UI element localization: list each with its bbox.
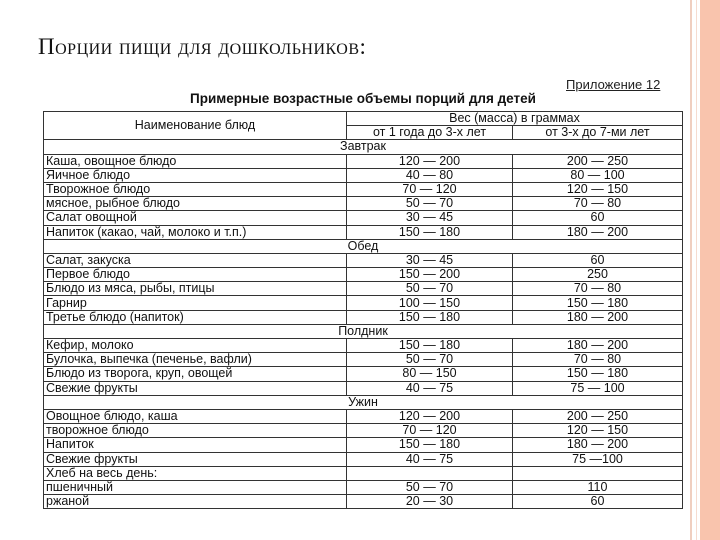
dish-cell: Яичное блюдо (44, 168, 347, 182)
dish-cell: ржаной (44, 495, 347, 509)
age-1-3-cell: 100 — 150 (347, 296, 513, 310)
age-3-7-cell: 75 —100 (513, 452, 683, 466)
age-3-7-cell: 180 — 200 (513, 225, 683, 239)
table-row (44, 381, 683, 395)
age-1-3-cell: 20 — 30 (347, 495, 513, 509)
age-3-7-cell: 200 — 250 (513, 154, 683, 168)
age-1-3-cell: 40 — 75 (347, 452, 513, 466)
table-row (44, 409, 683, 423)
slide-title: Порции пищи для дошкольников: (38, 34, 367, 59)
age-1-3-cell: 50 — 70 (347, 282, 513, 296)
table-row (44, 182, 683, 196)
age-3-7-cell (513, 466, 683, 480)
table-row (44, 296, 683, 310)
age-1-3-cell: 150 — 180 (347, 225, 513, 239)
age-1-3-cell: 30 — 45 (347, 211, 513, 225)
dish-cell: Овощное блюдо, каша (44, 409, 347, 423)
dish-cell: Третье блюдо (напиток) (44, 310, 347, 324)
section-title: Завтрак (44, 140, 683, 154)
dish-cell: мясное, рыбное блюдо (44, 197, 347, 211)
age-3-7-cell: 110 (513, 480, 683, 494)
dish-cell: творожное блюдо (44, 424, 347, 438)
age-1-3-cell: 120 — 200 (347, 409, 513, 423)
table-header-row (44, 112, 683, 126)
dish-cell: Каша, овощное блюдо (44, 154, 347, 168)
section-row (44, 324, 683, 338)
dish-cell: Первое блюдо (44, 268, 347, 282)
table-row (44, 282, 683, 296)
table-row (44, 197, 683, 211)
table-row (44, 367, 683, 381)
age-1-3-cell: 50 — 70 (347, 353, 513, 367)
age-1-3-cell: 40 — 80 (347, 168, 513, 182)
table-row (44, 211, 683, 225)
age-1-3-cell: 30 — 45 (347, 253, 513, 267)
section-row (44, 239, 683, 253)
age-1-3-cell: 150 — 180 (347, 310, 513, 324)
age-1-3-cell: 70 — 120 (347, 182, 513, 196)
dish-cell: Салат овощной (44, 211, 347, 225)
dish-cell: Булочка, выпечка (печенье, вафли) (44, 353, 347, 367)
section-title: Ужин (44, 395, 683, 409)
table-row (44, 268, 683, 282)
age-3-7-cell: 200 — 250 (513, 409, 683, 423)
dish-cell: Напиток (44, 438, 347, 452)
age-3-7-cell: 70 — 80 (513, 197, 683, 211)
age-1-3-cell: 50 — 70 (347, 480, 513, 494)
dish-cell: Блюдо из мяса, рыбы, птицы (44, 282, 347, 296)
table-row (44, 466, 683, 480)
table-title: Примерные возрастные объемы порций для детей (190, 91, 536, 106)
table-row (44, 339, 683, 353)
decorative-border-line (696, 0, 697, 540)
age-3-7-cell: 60 (513, 495, 683, 509)
dish-cell: Свежие фрукты (44, 381, 347, 395)
table-row (44, 154, 683, 168)
age-1-3-cell: 80 — 150 (347, 367, 513, 381)
age-3-7-cell: 70 — 80 (513, 282, 683, 296)
age-3-7-cell: 60 (513, 253, 683, 267)
dish-cell: Блюдо из творога, круп, овощей (44, 367, 347, 381)
dish-cell: пшеничный (44, 480, 347, 494)
dish-cell: Напиток (какао, чай, молоко и т.п.) (44, 225, 347, 239)
dish-cell: Салат, закуска (44, 253, 347, 267)
age-1-3-cell: 40 — 75 (347, 381, 513, 395)
section-row (44, 140, 683, 154)
decorative-border-line (690, 0, 692, 540)
table-row (44, 495, 683, 509)
age-1-3-cell (347, 466, 513, 480)
section-row (44, 395, 683, 409)
age-3-7-cell: 80 — 100 (513, 168, 683, 182)
age-3-7-cell: 150 — 180 (513, 367, 683, 381)
appendix-label: Приложение 12 (566, 77, 661, 92)
section-title: Полдник (44, 324, 683, 338)
age-3-7-cell: 120 — 150 (513, 182, 683, 196)
age-3-7-cell: 70 — 80 (513, 353, 683, 367)
age-3-7-cell: 60 (513, 211, 683, 225)
header-dish: Наименование блюд (44, 112, 347, 140)
table-row (44, 253, 683, 267)
age-1-3-cell: 150 — 180 (347, 339, 513, 353)
dish-cell: Творожное блюдо (44, 182, 347, 196)
portions-table (43, 111, 683, 509)
table-row (44, 438, 683, 452)
age-3-7-cell: 180 — 200 (513, 438, 683, 452)
age-1-3-cell: 150 — 200 (347, 268, 513, 282)
dish-cell: Кефир, молоко (44, 339, 347, 353)
table-row (44, 225, 683, 239)
section-title: Обед (44, 239, 683, 253)
table-row (44, 353, 683, 367)
age-3-7-cell: 180 — 200 (513, 339, 683, 353)
header-age-1-3: от 1 года до 3-х лет (347, 126, 513, 140)
table-row (44, 424, 683, 438)
age-3-7-cell: 150 — 180 (513, 296, 683, 310)
table-row (44, 168, 683, 182)
dish-cell: Гарнир (44, 296, 347, 310)
table-row (44, 310, 683, 324)
age-3-7-cell: 75 — 100 (513, 381, 683, 395)
age-3-7-cell: 120 — 150 (513, 424, 683, 438)
age-1-3-cell: 150 — 180 (347, 438, 513, 452)
age-3-7-cell: 250 (513, 268, 683, 282)
header-age-3-7: от 3-х до 7-ми лет (513, 126, 683, 140)
table-row (44, 480, 683, 494)
dish-cell: Свежие фрукты (44, 452, 347, 466)
decorative-border-band (700, 0, 720, 540)
age-1-3-cell: 50 — 70 (347, 197, 513, 211)
age-1-3-cell: 70 — 120 (347, 424, 513, 438)
age-3-7-cell: 180 — 200 (513, 310, 683, 324)
header-weight: Вес (масса) в граммах (347, 112, 683, 126)
table-row (44, 452, 683, 466)
dish-cell: Хлеб на весь день: (44, 466, 347, 480)
age-1-3-cell: 120 — 200 (347, 154, 513, 168)
